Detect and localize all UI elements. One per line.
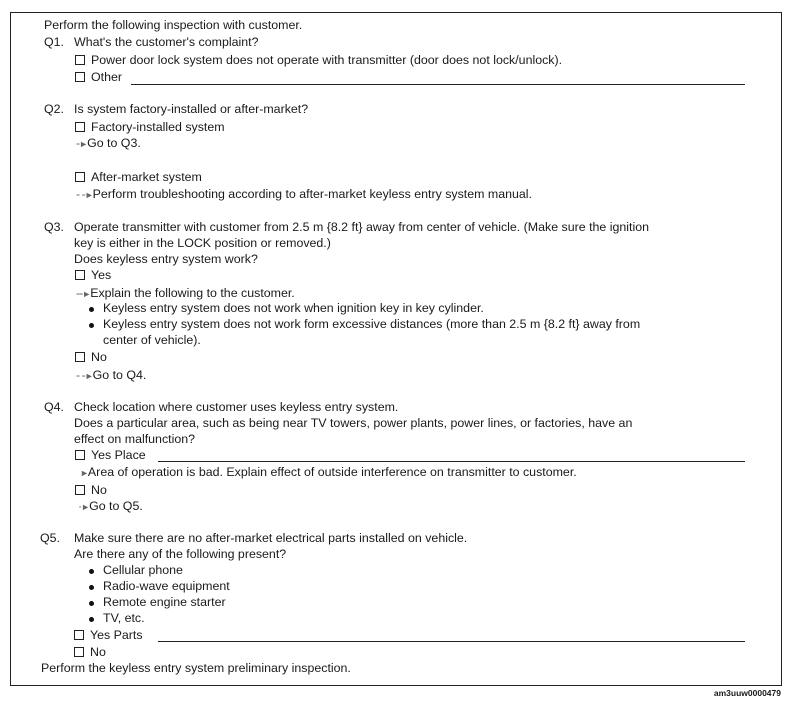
q2-option-aftermarket[interactable]: After-market system: [75, 170, 202, 185]
q4-number: Q4.: [44, 400, 64, 414]
q5-option-no[interactable]: No: [74, 645, 106, 660]
q3-line-3: Does keyless entry system work?: [74, 252, 258, 266]
arrow-icon: ·►: [78, 499, 90, 513]
q3-yes-explain: --►Explain the following to the customer.: [76, 286, 295, 300]
q3-goto-q4: - -►Go to Q4.: [76, 368, 147, 382]
bullet-icon: [89, 601, 94, 606]
q1-option-power-door[interactable]: Power door lock system does not operate with transmitter (door does not lock/unlock).: [75, 53, 562, 68]
q3-option-no[interactable]: No: [75, 350, 107, 365]
bullet-icon: [89, 569, 94, 574]
q3-line-1: Operate transmitter with customer from 2.5 m {8.2 ft} away from center of vehicle. (Make sure the ignition: [74, 220, 650, 234]
outro-text: Perform the keyless entry system preliminary inspection.: [41, 661, 351, 675]
q3-option-yes[interactable]: Yes: [75, 268, 111, 283]
q4-option-yes-place[interactable]: Yes Place: [75, 448, 146, 463]
bullet-icon: [89, 307, 94, 312]
arrow-icon: ►: [80, 468, 88, 478]
arrow-icon: - -►: [76, 187, 93, 201]
figure-code: am3uuw0000479: [713, 688, 781, 698]
q1-other-entry-line[interactable]: [131, 84, 745, 85]
q4-line-2: Does a particular area, such as being near TV towers, power plants, power lines, or factories, have an: [74, 416, 633, 430]
q1-option-other[interactable]: Other: [75, 70, 122, 85]
bullet-icon: [89, 585, 94, 590]
q2-number: Q2.: [44, 102, 64, 116]
arrow-icon: --►: [76, 286, 91, 300]
q5-item-cellular: Cellular phone: [103, 563, 183, 577]
q5-item-remote-starter: Remote engine starter: [103, 595, 226, 609]
q5-number: Q5.: [40, 531, 60, 545]
q4-line-1: Check location where customer uses keyless entry system.: [74, 400, 399, 414]
checkbox[interactable]: [75, 270, 85, 280]
checkbox[interactable]: [74, 630, 84, 640]
q5-line-1: Make sure there are no after-market electrical parts installed on vehicle.: [74, 531, 468, 545]
q1-number: Q1.: [44, 35, 64, 49]
q3-bullet-1: Keyless entry system does not work when ignition key in key cylinder.: [103, 301, 484, 315]
q3-number: Q3.: [44, 220, 64, 234]
arrow-icon: - -►: [76, 368, 93, 382]
bullet-icon: [89, 323, 94, 328]
q2-question: Is system factory-installed or after-market?: [74, 102, 309, 116]
q2-aftermarket-result: - -►Perform troubleshooting according to after-market keyless entry system manual.: [76, 187, 532, 201]
q2-option-factory[interactable]: Factory-installed system: [75, 120, 225, 135]
q4-option-no[interactable]: No: [75, 483, 107, 498]
q5-line-2: Are there any of the following present?: [74, 547, 287, 561]
checkbox[interactable]: [75, 450, 85, 460]
q2-goto-q3: -►Go to Q3.: [76, 136, 141, 150]
q5-item-radio: Radio-wave equipment: [103, 579, 230, 593]
checkbox[interactable]: [74, 647, 84, 657]
checkbox[interactable]: [75, 72, 85, 82]
checkbox[interactable]: [75, 172, 85, 182]
checkbox[interactable]: [75, 485, 85, 495]
q4-goto-q5: ·►Go to Q5.: [78, 499, 143, 513]
q3-bullet-2b: center of vehicle).: [103, 333, 201, 347]
q1-question: What's the customer's complaint?: [74, 35, 259, 49]
checkbox[interactable]: [75, 122, 85, 132]
q3-line-2: key is either in the LOCK position or removed.): [74, 236, 331, 250]
q4-place-entry-line[interactable]: [158, 461, 745, 462]
bullet-icon: [89, 617, 94, 622]
checkbox[interactable]: [75, 55, 85, 65]
intro-text: Perform the following inspection with customer.: [44, 18, 303, 32]
q4-line-3: effect on malfunction?: [74, 432, 196, 446]
q4-yes-result: ►Area of operation is bad. Explain effect of outside interference on transmitter to customer.: [80, 465, 577, 479]
q5-option-yes-parts[interactable]: Yes Parts: [74, 628, 143, 643]
arrow-icon: -►: [76, 136, 88, 150]
q5-parts-entry-line[interactable]: [158, 641, 745, 642]
checkbox[interactable]: [75, 352, 85, 362]
q3-bullet-2a: Keyless entry system does not work form excessive distances (more than 2.5 m {8.2 ft} away from: [103, 317, 641, 331]
q5-item-tv: TV, etc.: [103, 611, 145, 625]
